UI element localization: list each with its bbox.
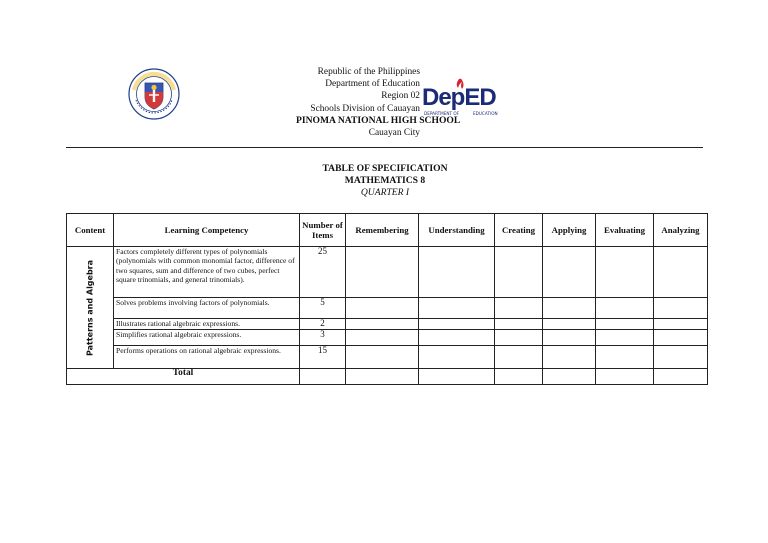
level-cell xyxy=(346,319,419,330)
content-area-label: Patterns and Algebra xyxy=(85,259,95,356)
level-cell xyxy=(419,330,495,346)
header-number-of-items: Number of Items xyxy=(300,214,346,247)
items-cell: 3 xyxy=(300,330,346,346)
level-cell xyxy=(654,298,708,319)
letterhead-division: Schools Division of Cauayan xyxy=(310,103,420,114)
level-cell xyxy=(654,346,708,369)
deped-sub-left: DEPARTMENT OF xyxy=(424,111,460,116)
total-row xyxy=(67,369,708,385)
items-cell: 25 xyxy=(300,247,346,298)
items-cell: 2 xyxy=(300,319,346,330)
header-evaluating: Evaluating xyxy=(596,214,654,247)
level-cell xyxy=(419,247,495,298)
header-creating: Creating xyxy=(495,214,543,247)
header-analyzing: Analyzing xyxy=(654,214,708,247)
level-cell xyxy=(654,369,708,385)
deped-sub-right: EDUCATION xyxy=(473,111,498,116)
total-label: Total xyxy=(67,369,300,385)
level-cell xyxy=(495,330,543,346)
level-cell xyxy=(495,298,543,319)
specification-table xyxy=(66,213,708,385)
level-cell xyxy=(495,346,543,369)
level-cell xyxy=(596,319,654,330)
competency-cell: Simplifies rational algebraic expressions. xyxy=(114,330,300,346)
document-subject: MATHEMATICS 8 xyxy=(344,175,426,186)
level-cell xyxy=(419,369,495,385)
level-cell xyxy=(543,346,596,369)
level-cell xyxy=(654,247,708,298)
table-header-row xyxy=(67,214,708,247)
competency-cell: Performs operations on rational algebraic expressions. xyxy=(114,346,300,369)
header-applying: Applying xyxy=(543,214,596,247)
level-cell xyxy=(419,346,495,369)
total-items-cell xyxy=(300,369,346,385)
deped-logo xyxy=(421,75,507,119)
level-cell xyxy=(346,346,419,369)
competency-cell: Solves problems involving factors of polynomials. xyxy=(114,298,300,319)
level-cell xyxy=(654,330,708,346)
table-row xyxy=(67,346,708,369)
level-cell xyxy=(596,369,654,385)
letterhead-department: Department of Education xyxy=(325,79,420,90)
content-area-cell xyxy=(67,247,114,369)
header-understanding: Understanding xyxy=(419,214,495,247)
document-title: TABLE OF SPECIFICATION xyxy=(322,163,448,174)
level-cell xyxy=(495,247,543,298)
items-cell: 15 xyxy=(300,346,346,369)
document-quarter: QUARTER I xyxy=(360,187,410,198)
level-cell xyxy=(596,247,654,298)
level-cell xyxy=(543,330,596,346)
table-row xyxy=(67,298,708,319)
level-cell xyxy=(346,298,419,319)
table-row xyxy=(67,247,708,298)
letterhead-region: Region 02 xyxy=(381,91,420,102)
competency-cell: Illustrates rational algebraic expressions. xyxy=(114,319,300,330)
header-divider xyxy=(66,147,703,148)
level-cell xyxy=(495,369,543,385)
letterhead-school: PINOMA NATIONAL HIGH SCHOOL xyxy=(296,114,461,126)
level-cell xyxy=(596,346,654,369)
competency-cell: Factors completely different types of polynomials (polynomials with common monomial factor, difference of two squares, sum and difference of two cubes, perfect square trinomials, and general trinomials). xyxy=(114,247,300,298)
level-cell xyxy=(419,319,495,330)
level-cell xyxy=(596,298,654,319)
level-cell xyxy=(596,330,654,346)
level-cell xyxy=(419,298,495,319)
level-cell xyxy=(346,369,419,385)
header-content: Content xyxy=(67,214,114,247)
level-cell xyxy=(543,298,596,319)
table-row xyxy=(67,330,708,346)
level-cell xyxy=(543,247,596,298)
level-cell xyxy=(543,369,596,385)
header-competency: Learning Competency xyxy=(114,214,300,247)
letterhead-city: Cauayan City xyxy=(368,128,420,139)
table-row xyxy=(67,319,708,330)
deped-seal-icon xyxy=(128,68,180,120)
header-remembering: Remembering xyxy=(346,214,419,247)
level-cell xyxy=(346,247,419,298)
level-cell xyxy=(543,319,596,330)
letterhead-republic: Republic of the Philippines xyxy=(317,67,420,77)
document-titles xyxy=(186,163,584,199)
level-cell xyxy=(346,330,419,346)
deped-wordmark: DepED xyxy=(422,84,496,111)
level-cell xyxy=(495,319,543,330)
items-cell: 5 xyxy=(300,298,346,319)
level-cell xyxy=(654,319,708,330)
